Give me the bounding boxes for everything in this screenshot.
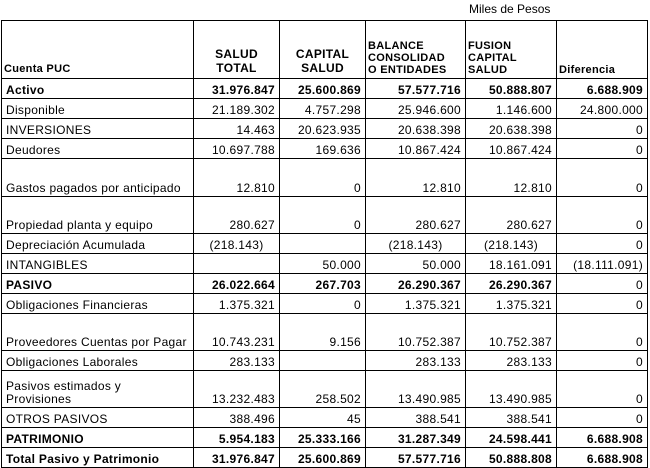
table-row (2, 119, 648, 139)
table-row (2, 159, 648, 197)
cell-fusion: 280.627 (466, 197, 557, 234)
cell-salud-total: 10.743.231 (194, 314, 280, 351)
cell-capital-salud: 0 (280, 294, 366, 314)
cell-balance: 10.752.387 (366, 314, 466, 351)
row-label: Total Pasivo y Patrimonio (2, 448, 194, 468)
cell-salud-total: 21.189.302 (194, 99, 280, 119)
cell-capital-salud: 169.636 (280, 139, 366, 159)
row-label: Obligaciones Financieras (2, 294, 194, 314)
header-salud-total-line1: SALUD (215, 47, 258, 61)
table-row (2, 234, 648, 254)
cell-capital-salud (280, 351, 366, 371)
cell-capital-salud (280, 234, 366, 254)
header-balance-line3: O ENTIDADES (368, 64, 447, 76)
header-balance-line2: CONSOLIDAD (368, 52, 445, 64)
cell-capital-salud: 267.703 (280, 274, 366, 294)
balance-table (1, 20, 648, 468)
table-row (2, 371, 648, 408)
table-row (2, 351, 648, 371)
cell-salud-total: 283.133 (194, 351, 280, 371)
cell-fusion: 13.490.985 (466, 371, 557, 408)
table-row (2, 314, 648, 351)
cell-salud-total: 12.810 (194, 159, 280, 197)
cell-diferencia: 0 (557, 351, 648, 371)
header-capital-salud-line1: CAPITAL (295, 47, 350, 61)
header-capital-salud (280, 21, 366, 79)
cell-fusion: 10.867.424 (466, 139, 557, 159)
cell-diferencia: 0 (557, 294, 648, 314)
cell-salud-total: 14.463 (194, 119, 280, 139)
cell-diferencia: 6.688.909 (557, 79, 648, 99)
header-fusion-line2: CAPITAL (468, 52, 517, 64)
cell-fusion: 10.752.387 (466, 314, 557, 351)
cell-salud-total: 10.697.788 (194, 139, 280, 159)
cell-salud-total: 13.232.483 (194, 371, 280, 408)
table-row (2, 254, 648, 274)
row-label: Gastos pagados por anticipado (2, 159, 194, 197)
cell-balance: 26.290.367 (366, 274, 466, 294)
header-salud-total-line2: TOTAL (216, 61, 257, 75)
header-capital-salud-line2: SALUD (301, 61, 344, 75)
cell-balance: (218.143) (366, 234, 466, 254)
cell-capital-salud: 20.623.935 (280, 119, 366, 139)
row-label: PASIVO (2, 274, 194, 294)
cell-diferencia: 0 (557, 314, 648, 351)
cell-diferencia: 0 (557, 119, 648, 139)
table-row (2, 274, 648, 294)
table-row (2, 139, 648, 159)
cell-salud-total: 26.022.664 (194, 274, 280, 294)
cell-balance: 25.946.600 (366, 99, 466, 119)
cell-salud-total: 31.976.847 (194, 448, 280, 468)
row-label: Obligaciones Laborales (2, 351, 194, 371)
table-row (2, 79, 648, 99)
cell-fusion: 18.161.091 (466, 254, 557, 274)
cell-balance: 388.541 (366, 408, 466, 428)
cell-fusion: 1.375.321 (466, 294, 557, 314)
row-label: INVERSIONES (2, 119, 194, 139)
cell-diferencia: 0 (557, 159, 648, 197)
cell-salud-total: 5.954.183 (194, 428, 280, 448)
table-row (2, 428, 648, 448)
table-row (2, 408, 648, 428)
row-label: OTROS PASIVOS (2, 408, 194, 428)
header-row (2, 21, 648, 79)
cell-salud-total: 280.627 (194, 197, 280, 234)
cell-balance: 12.810 (366, 159, 466, 197)
cell-balance: 280.627 (366, 197, 466, 234)
cell-capital-salud: 50.000 (280, 254, 366, 274)
header-fusion-capital-salud (466, 21, 557, 79)
cell-salud-total: 388.496 (194, 408, 280, 428)
cell-fusion: 283.133 (466, 351, 557, 371)
header-fusion-line3: SALUD (468, 64, 508, 76)
cell-capital-salud: 25.600.869 (280, 79, 366, 99)
cell-diferencia: 0 (557, 408, 648, 428)
cell-salud-total: 31.976.847 (194, 79, 280, 99)
cell-balance: 13.490.985 (366, 371, 466, 408)
cell-diferencia: 0 (557, 274, 648, 294)
cell-capital-salud: 25.333.166 (280, 428, 366, 448)
cell-salud-total: (218.143) (194, 234, 280, 254)
cell-diferencia: (18.111.091) (557, 254, 648, 274)
cell-fusion: 20.638.398 (466, 119, 557, 139)
cell-fusion: 24.598.441 (466, 428, 557, 448)
header-salud-total (194, 21, 280, 79)
cell-diferencia: 24.800.000 (557, 99, 648, 119)
cell-fusion: 12.810 (466, 159, 557, 197)
table-row (2, 448, 648, 468)
row-label: PATRIMONIO (2, 428, 194, 448)
cell-capital-salud: 45 (280, 408, 366, 428)
cell-balance: 10.867.424 (366, 139, 466, 159)
cell-balance: 20.638.398 (366, 119, 466, 139)
cell-fusion: 26.290.367 (466, 274, 557, 294)
header-diferencia: Diferencia (557, 21, 648, 79)
header-cuenta-puc: Cuenta PUC (2, 21, 194, 79)
row-label: Deudores (2, 139, 194, 159)
cell-fusion: (218.143) (466, 234, 557, 254)
cell-capital-salud: 9.156 (280, 314, 366, 351)
cell-balance: 31.287.349 (366, 428, 466, 448)
cell-balance: 50.000 (366, 254, 466, 274)
header-balance-line1: BALANCE (368, 40, 424, 52)
cell-capital-salud: 258.502 (280, 371, 366, 408)
row-label: Proveedores Cuentas por Pagar (2, 314, 194, 351)
table-row (2, 294, 648, 314)
cell-capital-salud: 4.757.298 (280, 99, 366, 119)
cell-diferencia: 0 (557, 234, 648, 254)
cell-balance: 57.577.716 (366, 448, 466, 468)
cell-balance: 57.577.716 (366, 79, 466, 99)
cell-fusion: 388.541 (466, 408, 557, 428)
cell-balance: 283.133 (366, 351, 466, 371)
table-row (2, 99, 648, 119)
header-fusion-line1: FUSION (468, 40, 512, 52)
cell-salud-total: 1.375.321 (194, 294, 280, 314)
cell-diferencia: 6.688.908 (557, 448, 648, 468)
cell-balance: 1.375.321 (366, 294, 466, 314)
row-label: INTANGIBLES (2, 254, 194, 274)
row-label: Pasivos estimados y Provisiones (2, 371, 194, 408)
cell-diferencia: 0 (557, 197, 648, 234)
row-label: Disponible (2, 99, 194, 119)
cell-diferencia: 6.688.908 (557, 428, 648, 448)
cell-fusion: 50.888.808 (466, 448, 557, 468)
header-balance-consolidado (366, 21, 466, 79)
table-row (2, 197, 648, 234)
cell-capital-salud: 25.600.869 (280, 448, 366, 468)
cell-diferencia: 0 (557, 371, 648, 408)
cell-fusion: 1.146.600 (466, 99, 557, 119)
cell-salud-total (194, 254, 280, 274)
row-label: Activo (2, 79, 194, 99)
row-label: Depreciación Acumulada (2, 234, 194, 254)
cell-capital-salud: 0 (280, 159, 366, 197)
units-note: Miles de Pesos (469, 2, 551, 16)
row-label: Propiedad planta y equipo (2, 197, 194, 234)
cell-fusion: 50.888.807 (466, 79, 557, 99)
cell-capital-salud: 0 (280, 197, 366, 234)
cell-diferencia: 0 (557, 139, 648, 159)
